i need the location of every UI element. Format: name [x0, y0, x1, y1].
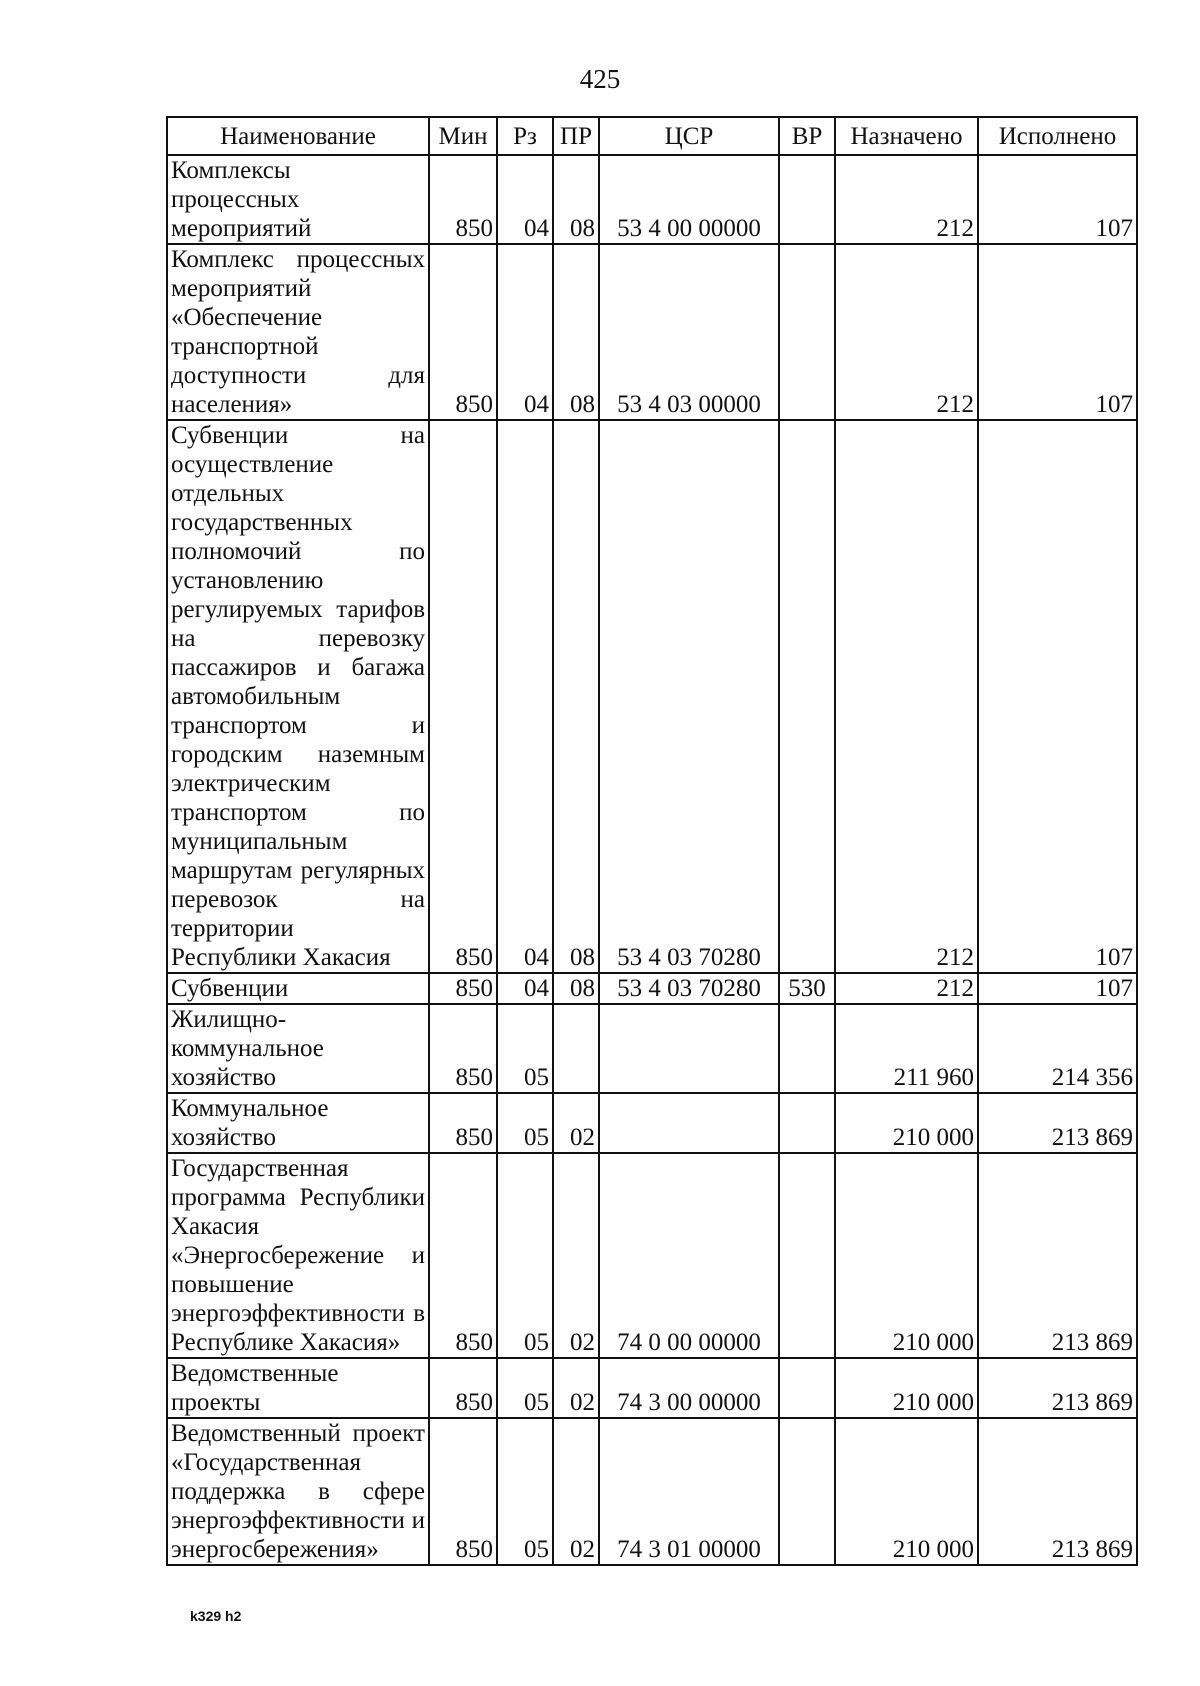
row-assigned: 212	[835, 155, 978, 244]
row-vr	[779, 1093, 835, 1153]
row-vr	[779, 1358, 835, 1418]
row-rz: 04	[497, 155, 553, 244]
row-csr: 74 3 01 00000	[599, 1418, 779, 1565]
row-rz: 05	[497, 1358, 553, 1418]
table-row	[167, 1153, 1137, 1358]
header-pr: ПР	[553, 117, 599, 155]
row-vr	[779, 244, 835, 420]
row-assigned: 210 000	[835, 1153, 978, 1358]
row-executed: 213 869	[978, 1418, 1137, 1565]
row-min: 850	[429, 244, 497, 420]
row-vr	[779, 1153, 835, 1358]
row-csr	[599, 1004, 779, 1093]
row-min: 850	[429, 973, 497, 1004]
row-rz: 05	[497, 1153, 553, 1358]
row-vr	[779, 1004, 835, 1093]
row-csr: 74 0 00 00000	[599, 1153, 779, 1358]
table-row	[167, 973, 1137, 1004]
row-csr: 53 4 03 70280	[599, 973, 779, 1004]
row-rz: 04	[497, 973, 553, 1004]
row-assigned: 210 000	[835, 1358, 978, 1418]
row-min: 850	[429, 1093, 497, 1153]
row-name: Субвенции	[167, 973, 429, 1004]
row-executed: 107	[978, 244, 1137, 420]
row-min: 850	[429, 1358, 497, 1418]
row-vr	[779, 1418, 835, 1565]
row-csr	[599, 1093, 779, 1153]
row-csr: 53 4 03 70280	[599, 420, 779, 973]
row-executed: 213 869	[978, 1358, 1137, 1418]
row-assigned: 211 960	[835, 1004, 978, 1093]
row-csr: 53 4 00 00000	[599, 155, 779, 244]
row-name: Субвенции на осуществление отдельных государственных полномочий по установлению регулируемых тарифов на перевозку пассажиров и багажа автомобильным транспортом и городским наземным электрическим транспортом по муниципальным маршрутам регулярных перевозок на территории Республики Хакасия	[167, 420, 429, 973]
table-row	[167, 155, 1137, 244]
row-name: Ведомственные проекты	[167, 1358, 429, 1418]
row-assigned: 212	[835, 973, 978, 1004]
row-min: 850	[429, 1004, 497, 1093]
row-executed: 107	[978, 155, 1137, 244]
table-row	[167, 1418, 1137, 1565]
row-name: Комплекс процессных мероприятий «Обеспечение транспортной доступности для населения»	[167, 244, 429, 420]
header-executed: Исполнено	[978, 117, 1137, 155]
row-pr	[553, 1004, 599, 1093]
row-pr: 02	[553, 1358, 599, 1418]
row-executed: 213 869	[978, 1153, 1137, 1358]
row-min: 850	[429, 420, 497, 973]
row-csr: 53 4 03 00000	[599, 244, 779, 420]
footer-code: k329 h2	[190, 1608, 242, 1624]
row-rz: 04	[497, 420, 553, 973]
header-csr: ЦСР	[599, 117, 779, 155]
row-name: Жилищно-коммунальное хозяйство	[167, 1004, 429, 1093]
row-min: 850	[429, 1153, 497, 1358]
table-row	[167, 420, 1137, 973]
row-min: 850	[429, 155, 497, 244]
row-pr: 08	[553, 155, 599, 244]
header-vr: ВР	[779, 117, 835, 155]
row-name: Государственная программа Республики Хакасия «Энергосбережение и повышение энергоэффективности в Республике Хакасия»	[167, 1153, 429, 1358]
row-vr	[779, 155, 835, 244]
row-vr	[779, 420, 835, 973]
header-name: Наименование	[167, 117, 429, 155]
header-assigned: Назначено	[835, 117, 978, 155]
row-name: Ведомственный проект «Государственная поддержка в сфере энергоэффективности и энергосбережения»	[167, 1418, 429, 1565]
row-csr: 74 3 00 00000	[599, 1358, 779, 1418]
row-name: Комплексы процессных мероприятий	[167, 155, 429, 244]
row-executed: 213 869	[978, 1093, 1137, 1153]
header-rz: Рз	[497, 117, 553, 155]
row-rz: 04	[497, 244, 553, 420]
table-row	[167, 244, 1137, 420]
row-vr: 530	[779, 973, 835, 1004]
row-pr: 08	[553, 420, 599, 973]
table-row	[167, 1004, 1137, 1093]
row-executed: 107	[978, 973, 1137, 1004]
row-executed: 214 356	[978, 1004, 1137, 1093]
table-row	[167, 1093, 1137, 1153]
row-rz: 05	[497, 1004, 553, 1093]
table-row	[167, 1358, 1137, 1418]
table-header-row	[167, 117, 1137, 155]
row-pr: 08	[553, 244, 599, 420]
row-assigned: 210 000	[835, 1418, 978, 1565]
row-min: 850	[429, 1418, 497, 1565]
row-pr: 02	[553, 1418, 599, 1565]
page-number: 425	[579, 64, 621, 94]
row-assigned: 210 000	[835, 1093, 978, 1153]
budget-table	[166, 116, 1138, 1566]
row-pr: 02	[553, 1153, 599, 1358]
row-pr: 08	[553, 973, 599, 1004]
header-min: Мин	[429, 117, 497, 155]
row-rz: 05	[497, 1093, 553, 1153]
row-rz: 05	[497, 1418, 553, 1565]
row-name: Коммунальное хозяйство	[167, 1093, 429, 1153]
row-assigned: 212	[835, 244, 978, 420]
row-assigned: 212	[835, 420, 978, 973]
row-pr: 02	[553, 1093, 599, 1153]
row-executed: 107	[978, 420, 1137, 973]
